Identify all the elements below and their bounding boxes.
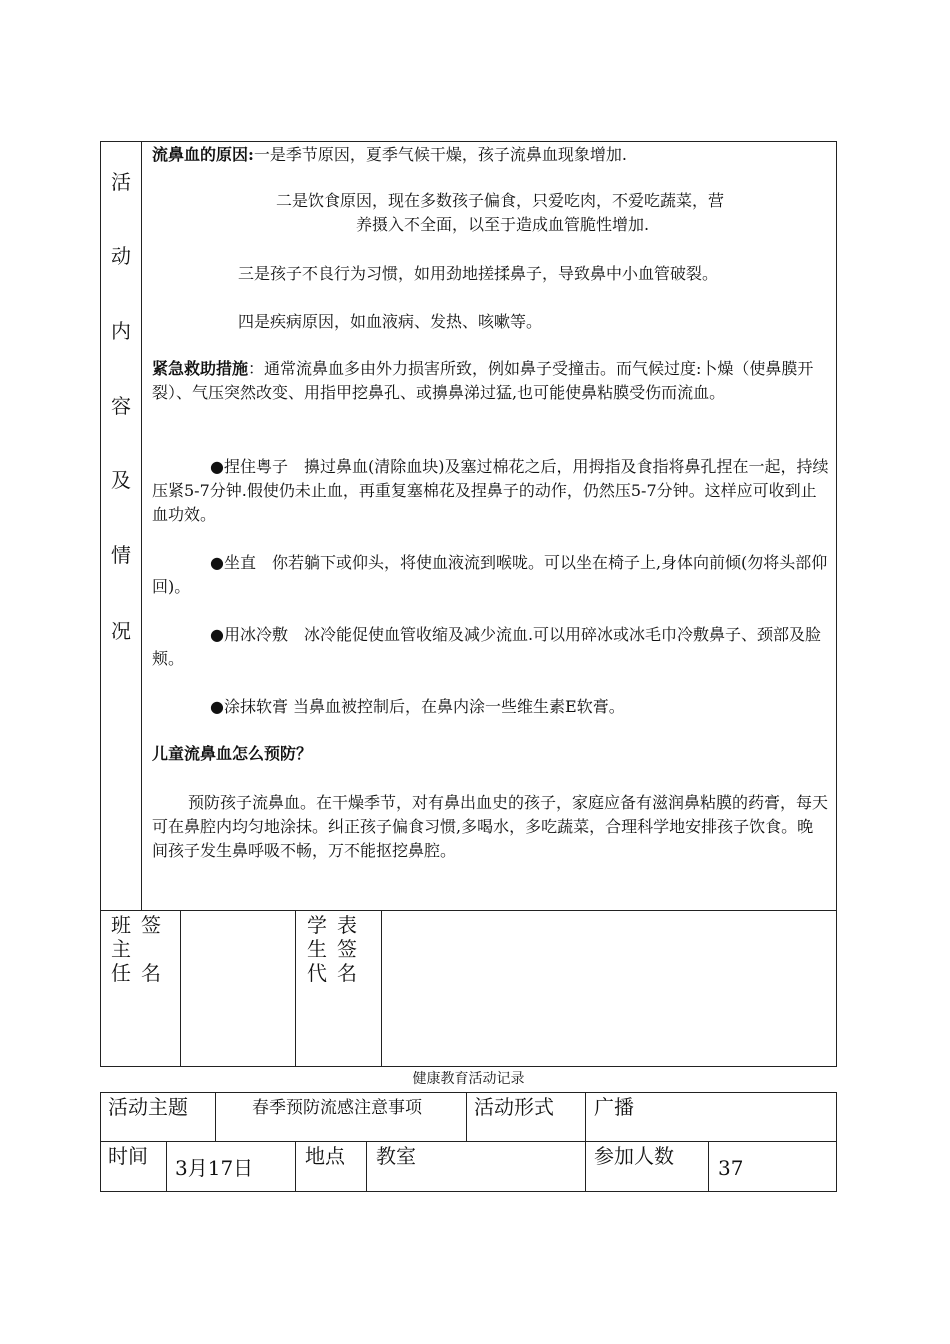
side-label-char: 活 [111,170,131,194]
teacher-sign-char: 名 [141,961,161,985]
prevention-paragraph: 预防孩子流鼻血。在干燥季节，对有鼻出血史的孩子，家庭应备有滋润鼻粘膜的药膏，每天可在鼻腔内均匀地涂抹。纠正孩子偏食习惯,多喝水，多吃蔬菜，合理科学地安排孩子饮食。晚间孩子发生鼻呼吸不畅，万不能抠挖鼻腔。 [152,793,829,860]
student-sign-char: 表 [337,913,357,937]
side-label-char: 情 [111,543,131,567]
place-label: 地点 [305,1144,345,1168]
side-label-char: 况 [111,619,131,643]
time-value: 3月17日 [175,1156,254,1180]
side-label-char: 动 [111,244,131,268]
firstaid-heading: 紧急救助措施 [152,359,249,378]
teacher-label-char: 班 [111,913,131,937]
side-label-char: 内 [111,319,131,343]
form-value: 广播 [594,1095,634,1119]
side-label-char: 及 [111,468,131,492]
theme-label: 活动主题 [108,1095,188,1119]
step-pinch-paragraph: ●捏住粤子 擤过鼻血(清除血块)及塞过棉花之后，用拇指及食指将鼻孔捏在一起，持续压紧5-7分钟.假使仍未止血，再重复塞棉花及捏鼻子的动作，仍然压5-7分钟。这样应可收到止血功效。 [152,457,829,524]
teacher-label-char: 任 [111,961,131,985]
place-value: 教室 [376,1144,416,1168]
cause-4-paragraph: 四是疾病原因，如血液病、发热、咳嗽等。 [238,312,543,331]
form-label: 活动形式 [474,1095,554,1119]
cause-1-paragraph [152,143,832,167]
firstaid-text: ：通常流鼻血多由外力损害所致，例如鼻子受撞击。而气候过度:卜燥（使鼻膜开裂）、气压突然改变、用指甲挖鼻孔、或擤鼻涕过猛,也可能使鼻粘膜受伤而流血。 [152,359,814,402]
participants-value: 37 [718,1156,744,1180]
cause-3-paragraph: 三是孩子不良行为习惯，如用劲地搓揉鼻子，导致鼻中小血管破裂。 [238,264,719,283]
student-label-char: 学 [307,913,327,937]
cause-2-line1: 二是饮食原因，现在多数孩子偏食，只爱吃肉，不爱吃蔬菜，营 [276,191,725,210]
theme-value: 春季预防流感注意事项 [252,1098,422,1118]
participants-label: 参加人数 [594,1144,674,1168]
record-title: 健康教育活动记录 [412,1071,525,1087]
teacher-label-char: 主 [111,937,131,961]
step-ice-paragraph: ●用冰冷敷 冰冷能促使血管收缩及减少流血.可以用碎冰或冰毛巾冷敷鼻子、颈部及脸颊。 [152,625,822,668]
cause-2-line2: 养摄入不全面，以至于造成血管脆性增加. [356,215,650,234]
student-label-char: 代 [307,961,327,985]
firstaid-paragraph [152,357,829,405]
time-label: 时间 [108,1144,148,1168]
causes-heading: 流鼻血的原因: [152,145,254,164]
side-label-char: 容 [111,394,131,418]
student-sign-char: 签 [337,937,357,961]
step-sit-paragraph: ●坐直 你若躺下或仰头，将使血液流到喉咙。可以坐在椅子上,身体向前倾(勿将头部仰回)。 [152,553,828,596]
student-signature-field[interactable] [382,911,836,1066]
prevention-heading: 儿童流鼻血怎么预防？ [152,744,313,763]
cause-1-text: 一是季节原因，夏季气候干燥，孩子流鼻血现象增加. [253,145,628,164]
teacher-sign-char: 签 [141,913,161,937]
step-ointment-paragraph: ●涂抹软膏 当鼻血被控制后，在鼻内涂一些维生素E软膏。 [210,697,625,716]
student-label-char: 生 [307,937,327,961]
teacher-signature-field[interactable] [181,911,295,1066]
student-sign-char: 名 [337,961,357,985]
